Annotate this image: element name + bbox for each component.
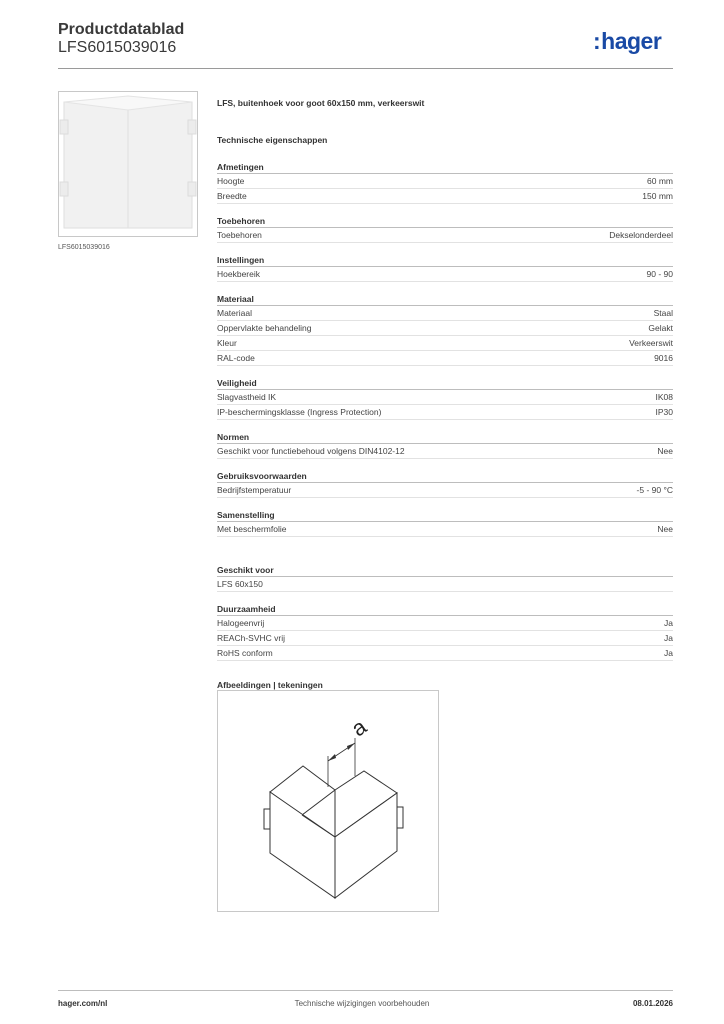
spec-value: Ja [664,633,673,643]
technical-drawing [217,690,439,912]
section-title: Normen [217,431,673,444]
spec-row [217,321,673,336]
section-samenstelling [217,509,673,537]
section-instellingen [217,254,673,282]
section-title: Duurzaamheid [217,603,673,616]
section-duurzaamheid [217,603,673,661]
spec-label: Oppervlakte behandeling [217,323,312,333]
outer-corner-drawing-icon [218,691,438,911]
spec-row [217,336,673,351]
spec-value: -5 - 90 °C [636,485,673,495]
spec-row [217,189,673,204]
section-title: Geschikt voor [217,564,673,577]
spec-label: Breedte [217,191,247,201]
spec-value: 150 mm [642,191,673,201]
section-geschikt-voor [217,564,673,592]
spec-value: Verkeerswit [629,338,673,348]
section-veiligheid [217,377,673,420]
spec-value: Dekselonderdeel [609,230,673,240]
spec-row [217,616,673,631]
spacer [217,548,673,564]
drawings-heading: Afbeeldingen | tekeningen [217,680,323,690]
product-code: LFS6015039016 [58,39,177,56]
spec-label: Hoekbereik [217,269,260,279]
specifications-panel [217,98,673,706]
section-title: Samenstelling [217,509,673,522]
spec-value: 90 - 90 [646,269,673,279]
spec-value: IP30 [655,407,673,417]
spec-row [217,405,673,420]
section-title: Toebehoren [217,215,673,228]
spec-label: Slagvastheid IK [217,392,277,402]
spec-value: 60 mm [647,176,673,186]
spec-row [217,577,673,592]
corner-cover-icon [59,92,197,236]
spec-value: Gelakt [648,323,673,333]
section-afmetingen [217,161,673,204]
section-materiaal [217,293,673,366]
spec-label: Halogeenvrij [217,618,265,628]
footer-date: 08.01.2026 [632,999,673,1008]
footer-website-link[interactable]: hager.com/nl [58,999,108,1008]
section-title: Instellingen [217,254,673,267]
spec-label: Met beschermfolie [217,524,287,534]
header-divider [58,68,673,69]
hager-logo[interactable] [593,28,661,55]
spec-label: REACh-SVHC vrij [217,633,286,643]
spec-row [217,351,673,366]
spec-label: Bedrijfstemperatuur [217,485,292,495]
spec-value: Nee [657,446,673,456]
section-title: Veiligheid [217,377,673,390]
spec-row [217,646,673,661]
spec-value: Nee [657,524,673,534]
spec-label: Materiaal [217,308,252,318]
product-title: LFS, buitenhoek voor goot 60x150 mm, verkeerswit [217,98,425,108]
spec-row [217,631,673,646]
spec-value: 9016 [654,353,673,363]
spacer [217,672,673,680]
spec-label: Kleur [217,338,237,348]
spec-label: Toebehoren [217,230,262,240]
section-gebruiksvoorwaarden [217,470,673,498]
product-image [58,91,198,237]
image-caption: LFS6015039016 [58,244,110,251]
spec-row [217,444,673,459]
section-title: Gebruiksvoorwaarden [217,470,673,483]
spec-label: RoHS conform [217,648,273,658]
spec-value: Ja [664,648,673,658]
footer-disclaimer: Technische wijzigingen voorbehouden [294,999,430,1008]
spec-value: IK08 [655,392,673,402]
spec-row [217,483,673,498]
section-toebehoren [217,215,673,243]
spec-row [217,306,673,321]
spec-row [217,390,673,405]
spec-label: LFS 60x150 [217,579,263,589]
section-normen [217,431,673,459]
spec-label: Hoogte [217,176,245,186]
spec-row [217,267,673,282]
logo-colon-icon: : [593,28,601,54]
spec-label: Geschikt voor functiebehoud volgens DIN4102-12 [217,446,405,456]
spec-value: Ja [664,618,673,628]
dimension-label: a [346,713,372,742]
technical-heading: Technische eigenschappen [217,135,328,145]
spec-row [217,522,673,537]
logo-text: hager [601,28,662,54]
document-title: Productdatablad [58,21,185,38]
spec-label: IP-beschermingsklasse (Ingress Protection) [217,407,382,417]
spec-value: Staal [653,308,673,318]
section-title: Afmetingen [217,161,673,174]
spec-row [217,174,673,189]
spec-label: RAL-code [217,353,255,363]
spec-row [217,228,673,243]
footer-divider [58,990,673,991]
section-title: Materiaal [217,293,673,306]
